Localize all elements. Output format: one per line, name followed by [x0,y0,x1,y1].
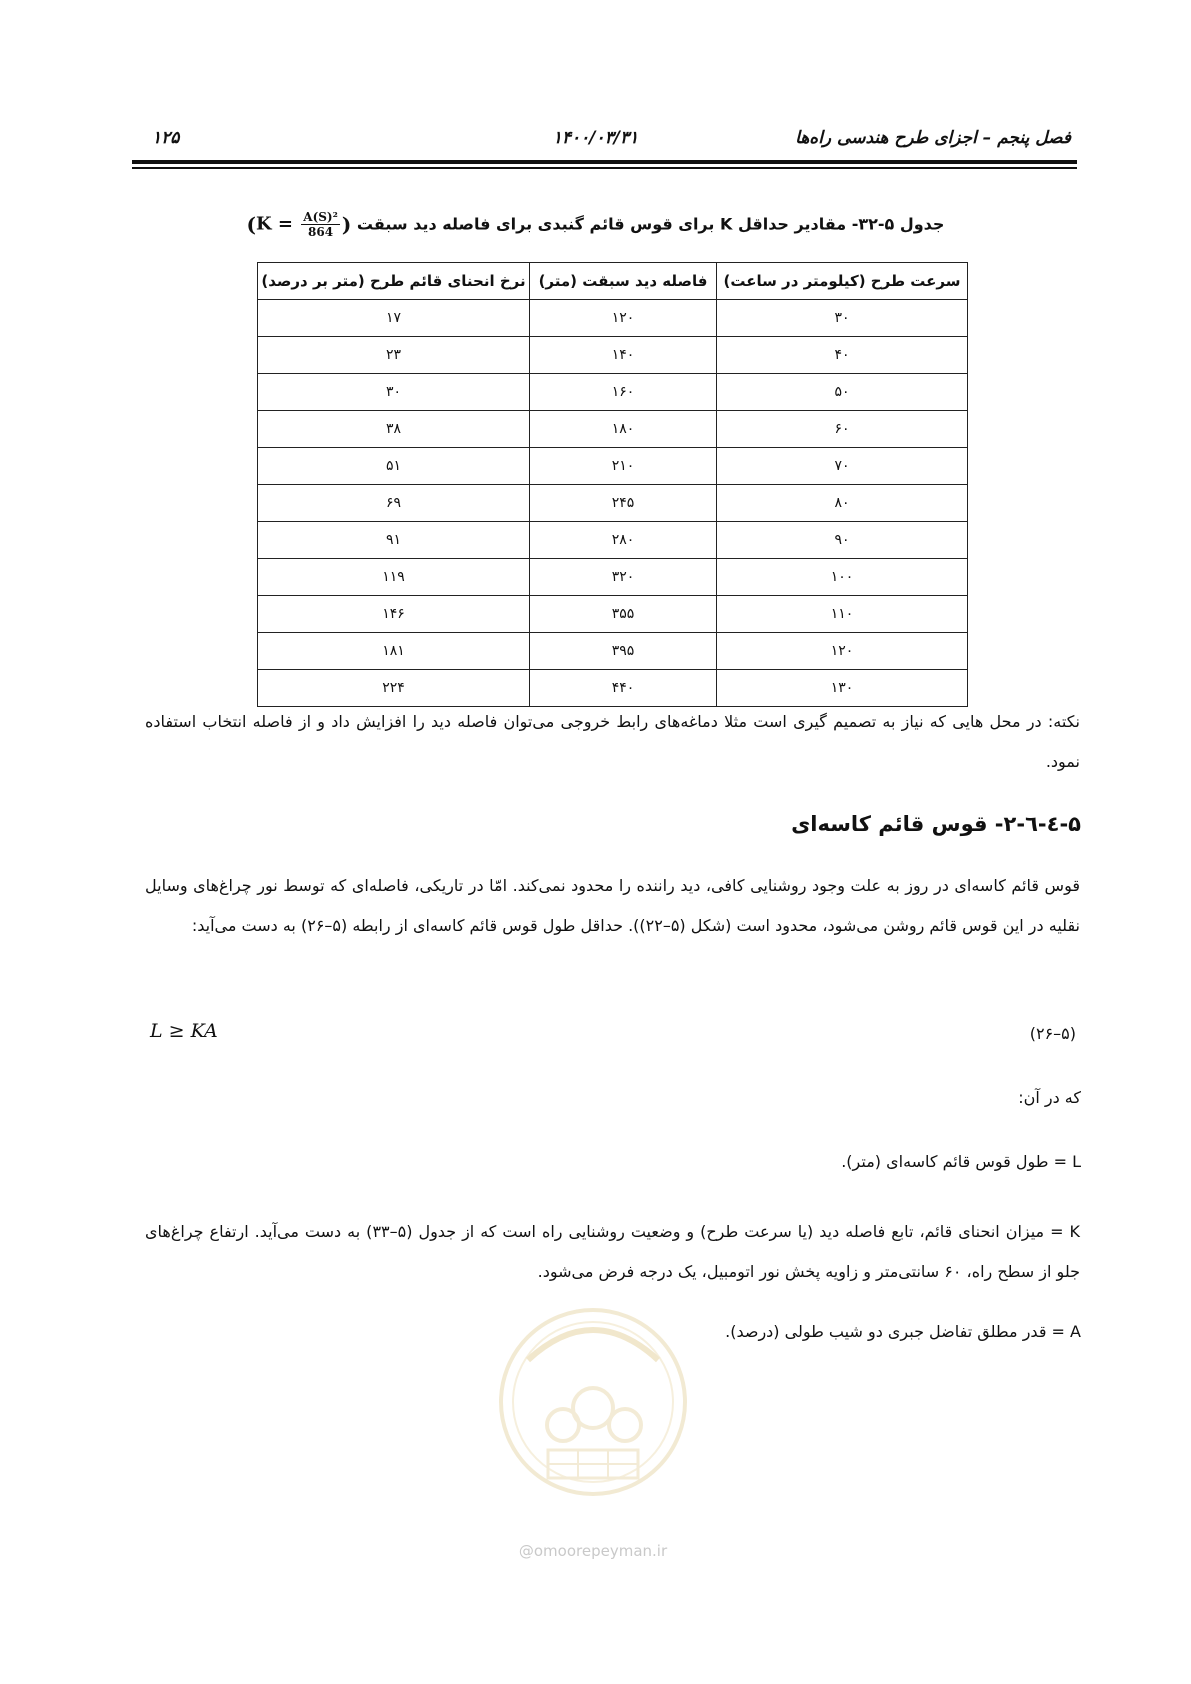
table-cell: ۷۰ [717,448,968,485]
table-cell: ۳۰ [258,374,530,411]
table-cell: ۵۱ [258,448,530,485]
table-cell: ۵۰ [717,374,968,411]
body-paragraph: قوس قائم کاسه‌ای در روز به علت وجود روشنایی کافی، دید راننده را محدود نمی‌کند. امّا در تاریکی، فاصله‌ای که توسط نور چراغ‌های وسایل نقلیه در این قوس قائم روشن می‌شود، محدود است (شکل (۵–۲۲)). حداقل طول قوس قائم کاسه‌ای از رابطه (۵–۲۶) به دست می‌آید: [145,876,1080,935]
col-header-curvature-rate: نرخ انحنای قائم طرح (متر بر درصد) [258,263,530,300]
table-cell: ۲۸۰ [530,522,717,559]
table-cell: ۳۵۵ [530,596,717,633]
running-header-chapter: فصل پنجم – اجزای طرح هندسی راه‌ها [795,128,1071,148]
col-header-design-speed: سرعت طرح (کیلومتر در ساعت) [717,263,968,300]
section-heading: ۵-٤-٦-۲- قوس قائم کاسه‌ای [791,812,1081,836]
formula-numerator: A(S)² [303,210,338,224]
table-cell: ۲۴۵ [530,485,717,522]
table-row [258,485,968,522]
where-label: که در آن: [1018,1088,1081,1107]
table-cell: ۱۲۰ [717,633,968,670]
table-cell: ۱۶۰ [530,374,717,411]
k-values-table [257,262,968,707]
table-row [258,448,968,485]
table-cell: ۱۷ [258,300,530,337]
table-cell: ۱۴۰ [530,337,717,374]
note-paragraph: نکته: در محل هایی که نیاز به تصمیم گیری است مثلا دماغه‌های رابط خروجی می‌توان فاصله دید را افزایش داد و از فاصله انتخاب استفاده نمود. [145,712,1080,771]
table-cell: ۴۴۰ [530,670,717,707]
table-cell: ۹۱ [258,522,530,559]
definition-A: A = قدر مطلق تفاضل جبری دو شیب طولی (درصد). [725,1322,1081,1341]
watermark-logo [488,1290,698,1530]
table-cell: ۹۰ [717,522,968,559]
table-cell: ۱۱۹ [258,559,530,596]
table-cell: ۲۲۴ [258,670,530,707]
table-cell: ۱۸۱ [258,633,530,670]
table-cell: ۲۱۰ [530,448,717,485]
header-rule-thick [132,160,1077,164]
table-cell: ۳۰ [717,300,968,337]
table-cell: ۱۴۶ [258,596,530,633]
table-cell: ۱۰۰ [717,559,968,596]
table-row [258,670,968,707]
formula-fraction [301,210,340,239]
formula-denominator: 864 [308,225,334,239]
table-header-row [258,263,968,300]
table-caption [0,210,1191,239]
definition-L: L = طول قوس قائم کاسه‌ای (متر). [841,1152,1081,1171]
table-cell: ۶۹ [258,485,530,522]
equation-number: (۵–۲۶) [1029,1024,1076,1043]
table-row [258,374,968,411]
table-row [258,411,968,448]
table-row [258,522,968,559]
col-header-passing-sight-distance: فاصله دید سبقت (متر) [530,263,717,300]
table-cell: ۳۸ [258,411,530,448]
table-body [258,300,968,707]
table-row [258,337,968,374]
table-cell: ۲۳ [258,337,530,374]
table-cell: ۶۰ [717,411,968,448]
table-cell: ۱۲۰ [530,300,717,337]
definition-K: K = میزان انحنای قائم، تابع فاصله دید (یا سرعت طرح) و وضعیت روشنایی راه است که از جدول (۵–۳۳) به دست می‌آید. ارتفاع چراغ‌های جلو از سطح راه، ۶۰ سانتی‌متر و زاویه پخش نور اتومبیل، یک درجه فرض می‌شود. [145,1222,1081,1281]
equation-expression: L ≥ KA [150,1020,218,1042]
table-cell: ۴۰ [717,337,968,374]
table-row [258,559,968,596]
running-header-date: ۱۴۰۰/۰۳/۳۱ [552,128,639,148]
formula-lhs: K = [256,213,293,235]
table-caption-text: جدول ۵-۳۲- مقادیر حداقل K برای قوس قائم گنبدی برای فاصله دید سبقت [356,214,945,234]
k-formula: (K = $\frac{\text{A(S)²}}{864}$ ) [246,210,352,239]
page-number: ۱۲۵ [152,128,180,148]
table-cell: ۱۳۰ [717,670,968,707]
table-row [258,300,968,337]
table-row [258,633,968,670]
table-cell: ۱۸۰ [530,411,717,448]
table-cell: ۳۹۵ [530,633,717,670]
table-row [258,596,968,633]
watermark-url: @omoorepeyman.ir [518,1542,668,1560]
header-rule-thin [132,167,1077,169]
table-cell: ۸۰ [717,485,968,522]
table-cell: ۱۱۰ [717,596,968,633]
table-cell: ۳۲۰ [530,559,717,596]
